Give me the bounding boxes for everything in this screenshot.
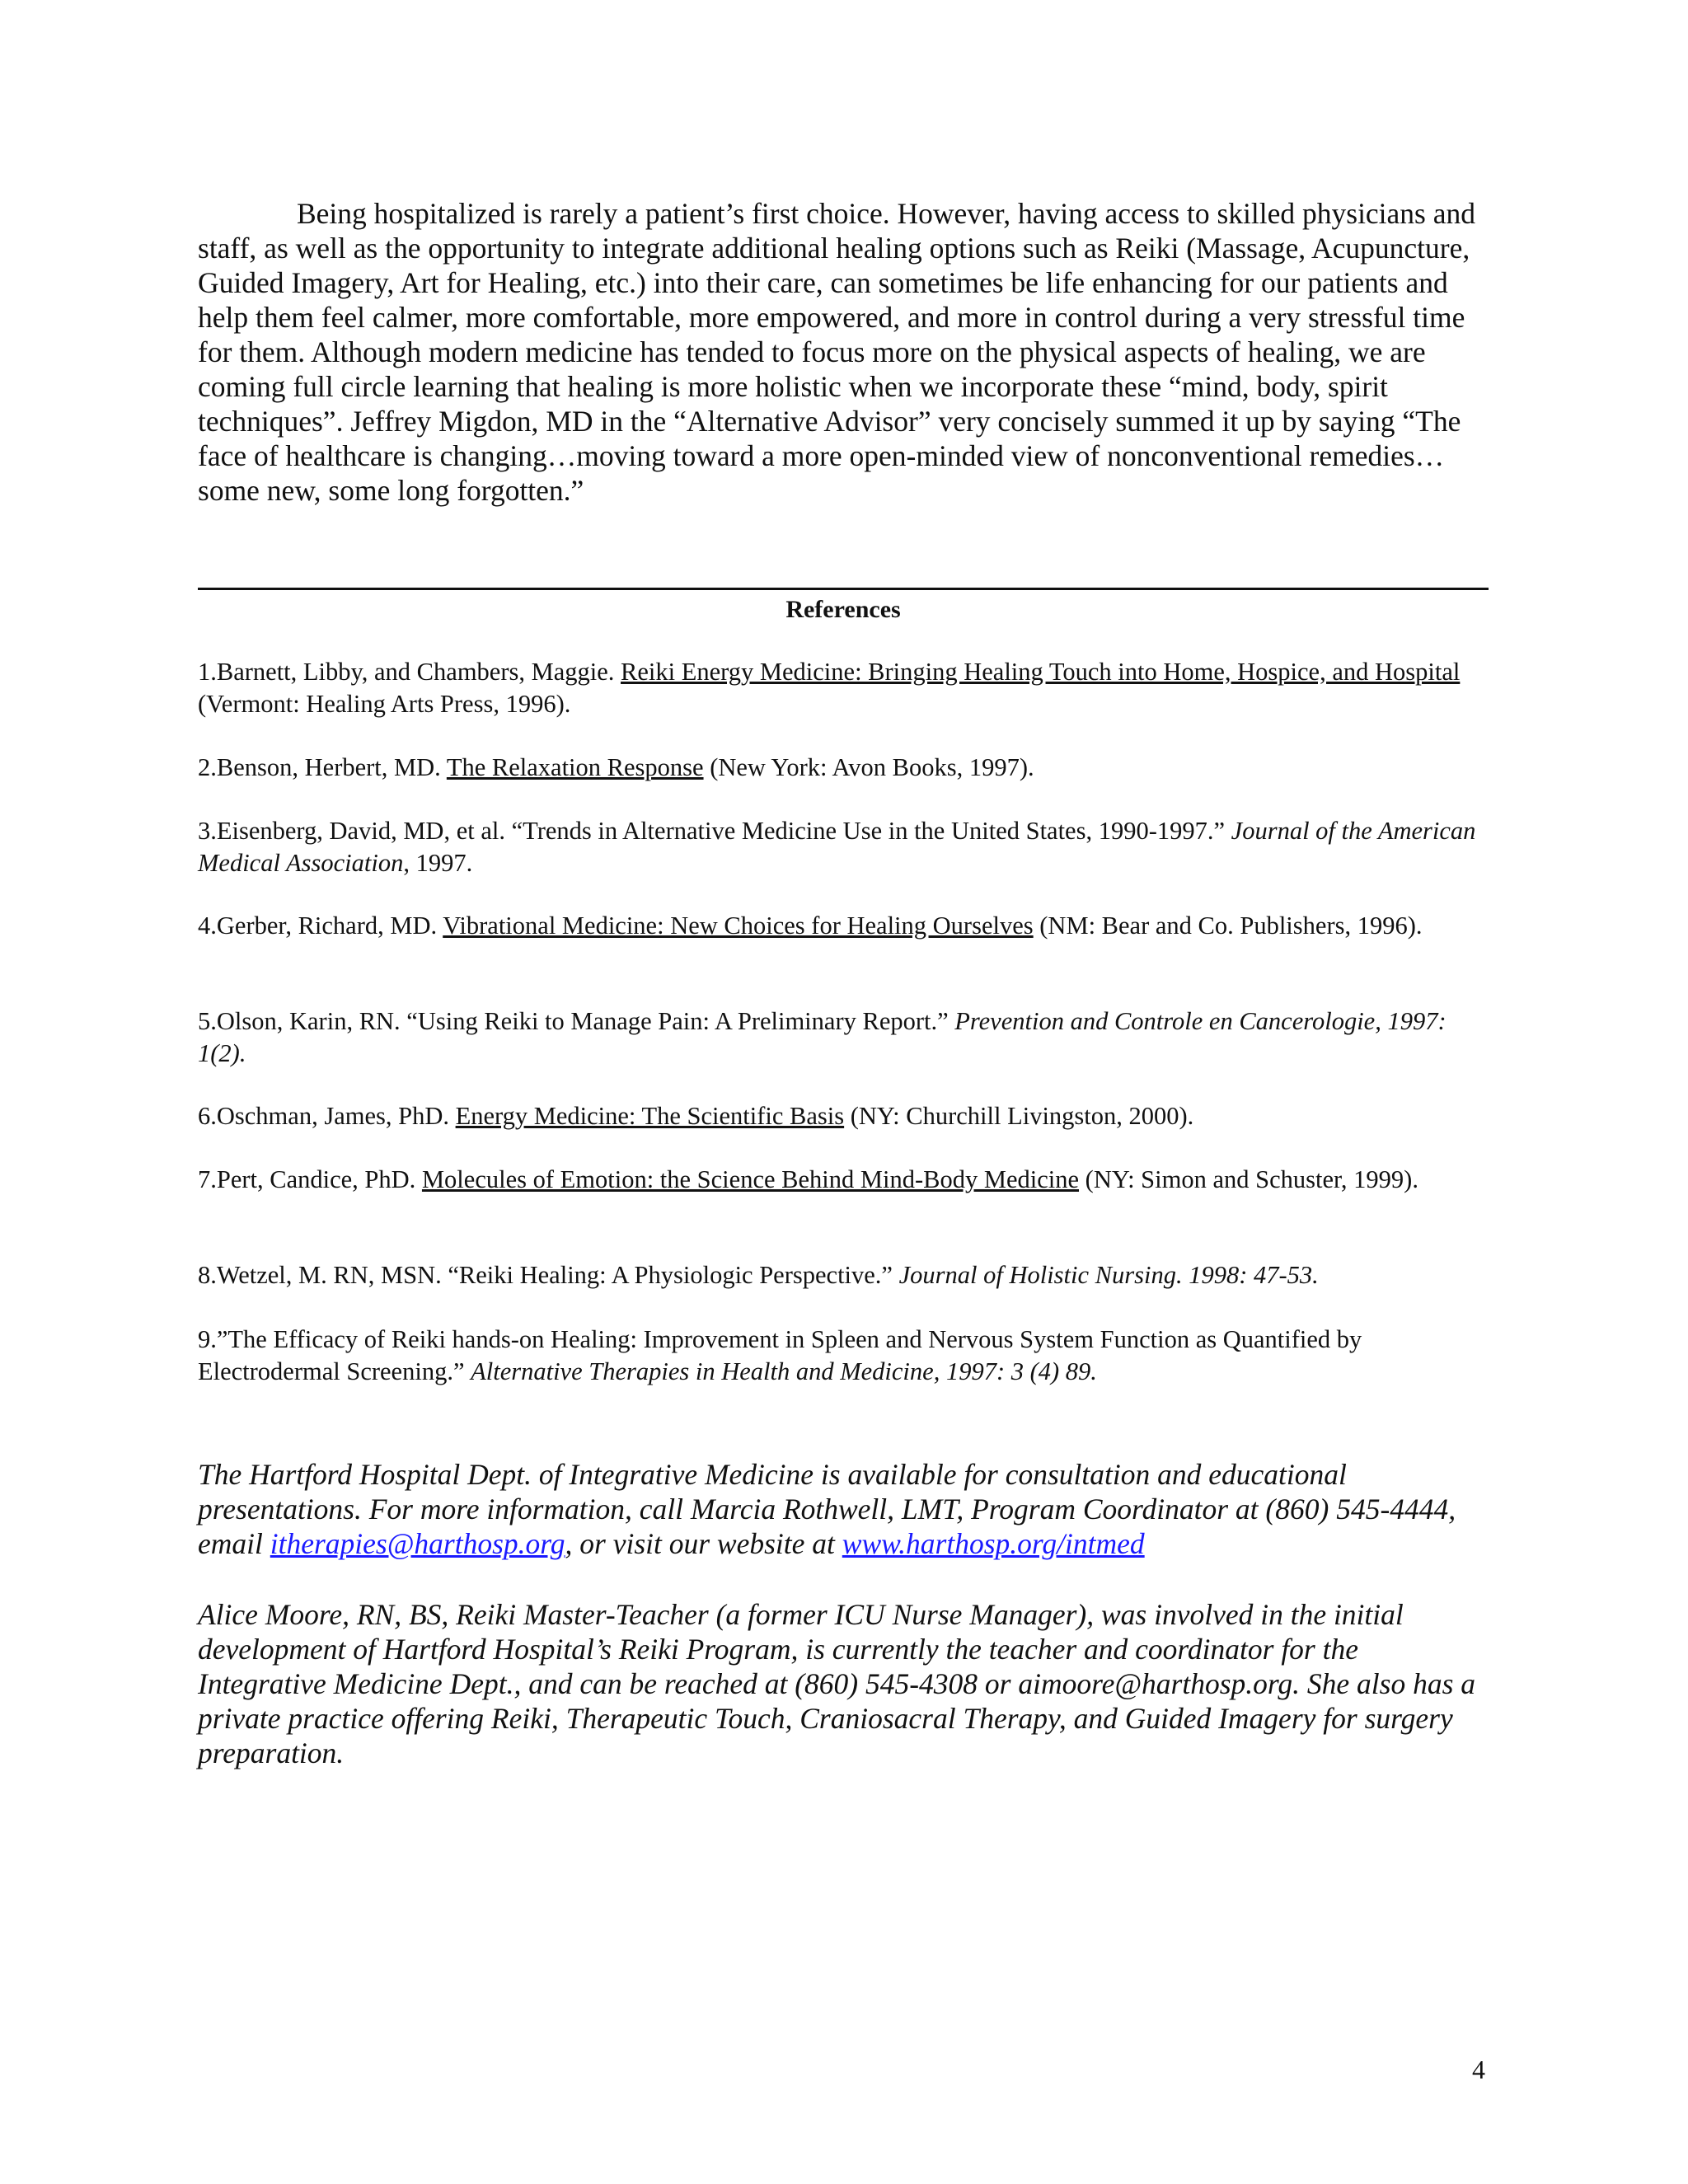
ref-text: , 1997.: [403, 849, 473, 877]
ref-title: Molecules of Emotion: the Science Behind Mind-Body Medicine: [421, 1165, 1080, 1193]
reference-8: [198, 1259, 1489, 1291]
intro-text: Being hospitalized is rarely a patient’s first choice. However, having access to skilled physicians and staff, as well as the opportunity to integrate additional healing options such as Reiki (Massage, Acupuncture, Guided Imagery, Art for Healing, etc.) into their care, can sometimes be life enhancing for our patients and help them feel calmer, more comfortable, more empowered, and more in control during a very stressful time for them. Although modern medicine has tended to focus more on the physical aspects of healing, we are coming full circle learning that healing is more holistic when we incorporate these “mind, body, spirit techniques”. Jeffrey Migdon, MD in the “Alternative Advisor” very concisely summed it up by saying “The face of healthcare is changing…moving toward a more open-minded view of nonconventional remedies…some new, some long forgotten.”: [198, 197, 1476, 507]
intro-paragraph: [198, 196, 1488, 508]
ref-text: 5.Olson, Karin, RN. “Using Reiki to Manage Pain: A Preliminary Report.”: [198, 1007, 955, 1035]
ref-text: 4.Gerber, Richard, MD.: [198, 912, 443, 940]
website-link[interactable]: www.harthosp.org/intmed: [842, 1527, 1145, 1560]
ref-journal: Journal of Holistic Nursing. 1998: 47-53.: [898, 1261, 1319, 1289]
ref-title: Vibrational Medicine: New Choices for Healing Ourselves: [443, 912, 1034, 940]
email-link[interactable]: itherapies@harthosp.org: [270, 1527, 565, 1560]
reference-6: [198, 1100, 1489, 1132]
references-heading: References: [785, 596, 901, 623]
reference-1: [198, 656, 1489, 720]
reference-7: [198, 1164, 1489, 1196]
ref-text: 6.Oschman, James, PhD.: [198, 1102, 456, 1130]
ref-text: (Vermont: Healing Arts Press, 1996).: [198, 690, 571, 718]
author-bio: Alice Moore, RN, BS, Reiki Master-Teacher (a former ICU Nurse Manager), was involved in the initial development of Hartford Hospital’s Reiki Program, is currently the teacher and coordinator for the Integrative Medicine Dept., and can be reached at (860) 545-4308 or aimoore@harthosp.org. She also has a private practice offering Reiki, Therapeutic Touch, Craniosacral Therapy, and Guided Imagery for surgery preparation.: [198, 1598, 1476, 1769]
ref-text: (NM: Bear and Co. Publishers, 1996).: [1033, 912, 1423, 940]
ref-text: 8.Wetzel, M. RN, MSN. “Reiki Healing: A Physiologic Perspective.”: [198, 1261, 899, 1289]
ref-journal: Alternative Therapies in Health and Medicine, 1997: 3 (4) 89.: [471, 1357, 1097, 1385]
ref-title: The Relaxation Response: [446, 753, 704, 781]
contact-paragraph: [198, 1457, 1489, 1561]
ref-journal: Journal of the American Medical Association: [198, 817, 1476, 877]
reference-5: [198, 1005, 1489, 1070]
ref-text: (New York: Avon Books, 1997).: [703, 753, 1034, 781]
ref-journal: Prevention and Controle en Cancerologie, 1997: 1(2).: [198, 1007, 1447, 1067]
references-divider: [198, 588, 1489, 590]
contact-text: The Hartford Hospital Dept. of Integrative Medicine is available for consultation and educational presentations. For more information, call Marcia Rothwell, LMT, Program Coordinator at (860) 545-4444, email: [198, 1458, 1456, 1560]
reference-2: [198, 752, 1489, 784]
contact-text: , or visit our website at: [565, 1527, 842, 1560]
ref-text: 7.Pert, Candice, PhD.: [198, 1165, 422, 1193]
ref-text: 2.Benson, Herbert, MD.: [198, 753, 447, 781]
reference-9: [198, 1324, 1489, 1388]
ref-text: (NY: Simon and Schuster, 1999).: [1079, 1165, 1418, 1193]
page-number: 4: [1472, 2055, 1485, 2084]
ref-text: 3.Eisenberg, David, MD, et al. “Trends in Alternative Medicine Use in the United States, 1990-1997.”: [198, 817, 1231, 845]
reference-4: [198, 910, 1489, 942]
ref-text: 9.”The Efficacy of Reiki hands-on Healing: Improvement in Spleen and Nervous System Function as Quantified by Electrodermal Screening.”: [198, 1325, 1362, 1385]
ref-text: (NY: Churchill Livingston, 2000).: [844, 1102, 1194, 1130]
ref-title: Energy Medicine: The Scientific Basis: [455, 1102, 845, 1130]
ref-text: 1.Barnett, Libby, and Chambers, Maggie.: [198, 658, 621, 686]
ref-title: Reiki Energy Medicine: Bringing Healing Touch into Home, Hospice, and Hospital: [621, 658, 1461, 686]
reference-3: [198, 815, 1489, 879]
